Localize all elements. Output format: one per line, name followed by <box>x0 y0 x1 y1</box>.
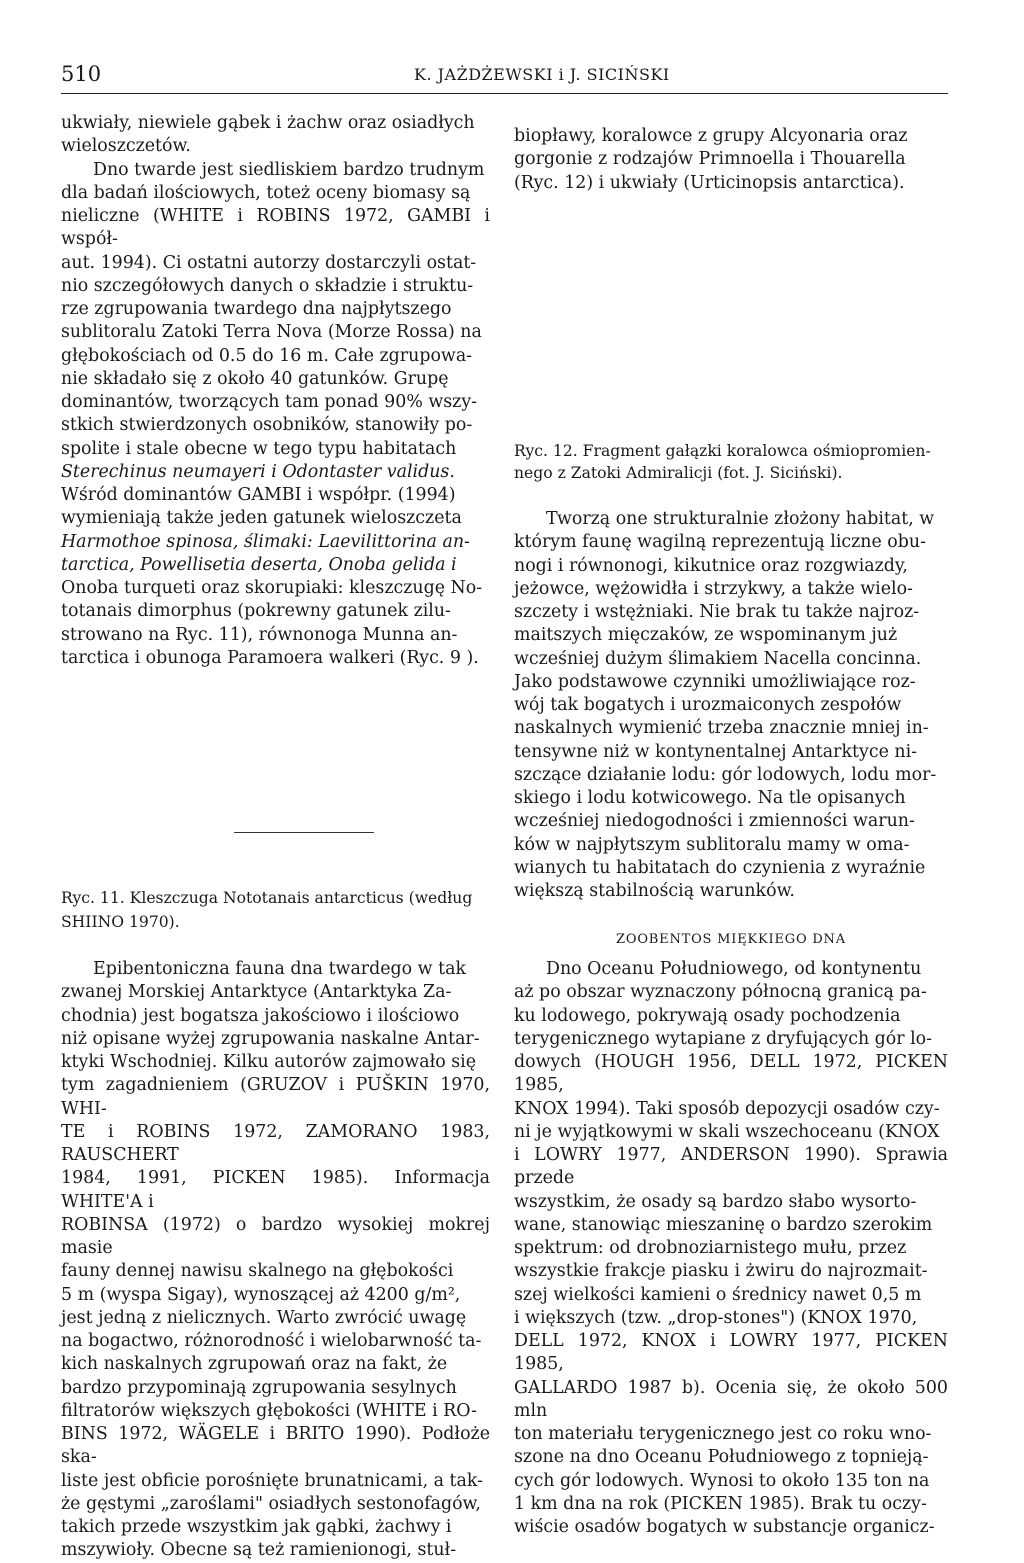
figure-12-image <box>514 200 948 432</box>
right-column-lower <box>514 958 948 1539</box>
paragraph: Tworzą one strukturalnie złożony habitat, w którym faunę wagilną reprezentują liczne obu- nogi i równonogi, kikutnice oraz rozgwiazdy, jeżowce, wężowidła i strzykwy, a także wielo- szczety i wstężniaki. Nie brak tu także najroz- maitszych mięczaków, ze wspominanym już wcześniej dużym ślimakiem Nacella concinna. Jako podstawowe czynniki umożliwiające roz- wój tak bogatych i urozmaiconych zespołów naskalnych wymienić trzeba znacznie mniej in- tensywne niż w kontynentalnej Antarktyce ni- szczące działanie lodu: gór lodowych, lodu mor- skiego i lodu kotwicowego. Na tle opisanych wcześniej niedogodności i zmienności warun- ków w najpłytszym sublitoralu mamy w oma- wianych tu habitatach do czynienia z wyraźnie większą stabilnością warunków. <box>514 509 937 901</box>
right-column-middle <box>514 508 948 903</box>
figure-11-image <box>61 672 490 852</box>
left-column <box>61 112 490 670</box>
running-header-authors: K. JAŻDŻEWSKI i J. SICIŃSKI <box>414 65 670 84</box>
paragraph: ukwiały, niewiele gąbek i żachw oraz osiadłych wieloszczetów. <box>61 113 475 157</box>
figure-12-caption: Ryc. 12. Fragment gałązki koralowca ośmiopromien- nego z Zatoki Admiralicji (fot. J. Siciński). <box>514 442 931 482</box>
figure-divider <box>234 832 374 833</box>
paragraph: Dno twarde jest siedliskiem bardzo trudnym dla badań ilościowych, toteż oceny biomasy są nieliczne (WHITE i ROBINS 1972, GAMBI i współ- aut. 1994). Ci ostatni autorzy dostarczyli ostat- nio szczegółowych danych o składzie i struktu- rze zgrupowania twardego dna najpłytszego sublitoralu Zatoki Terra Nova (Morze Rossa) na głębokościach od 0.5 do 16 m. Całe zgrupowa- nie składało się z około 40 gatunków. Grupę dominantów, tworzących tam ponad 90% wszy- stkich stwierdzonych osobników, stanowiły po- spolite i stale obecne w tego typu habitatach Sterechinus neumayeri i Odontaster validus. Wśród dominantów GAMBI i współpr. (1994) wymieniają także jeden gatunek wieloszczeta Harmothoe spinosa, ślimaki: Laevilittorina an- tarctica, Powellisetia deserta, Onoba gelida i Onoba turqueti oraz skorupiaki: kleszczugę No- totanais dimorphus (pokrewny gatunek zilu- strowano na Ryc. 11), równonoga Munna an- tarctica i obunoga Paramoera walkeri (Ryc. 9 ). <box>61 159 490 668</box>
paragraph: Dno Oceanu Południowego, od kontynentu aż po obszar wyznaczony północną granicą pa- ku lodowego, pokrywają osady pochodzenia terygenicznego wytapiane z dryfujących gór lo- dowych (HOUGH 1956, DELL 1972, PICKEN 1985, KNOX 1994). Taki sposób depozycji osadów czy- ni je wyjątkowymi w skali wszechoceanu (KNOX i LOWRY 1977, ANDERSON 1990). Sprawia przede wszystkim, że osady są bardzo słabo wysorto- wane, stanowiąc mieszaninę o bardzo szerokim spektrum: od drobnoziarnistego mułu, przez wszystkie frakcje piasku i żwiru do najrozmait- szej wielkości kamieni o średnicy nawet 0,5 m i większych (tzw. „drop-stones") (KNOX 1970, DELL 1972, KNOX i LOWRY 1977, PICKEN 1985, GALLARDO 1987 b). Ocenia się, że około 500 mln ton materiału terygenicznego jest co roku wno- szone na dno Oceanu Południowego z topnieją- cych gór lodowych. Wynosi to około 135 ton na 1 km dna na rok (PICKEN 1985). Brak tu oczy- wiście osadów bogatych w substancje organicz- <box>514 959 948 1537</box>
paragraph: Epibentoniczna fauna dna twardego w tak zwanej Morskiej Antarktyce (Antarktyka Za- chodnia) jest bogatsza jakościowo i ilościowo niż opisane wyżej zgrupowania naskalne Antar- ktyki Wschodniej. Kilku autorów zajmowało się tym zagadnieniem (GRUZOV i PUŠKIN 1970, WHI- TE i ROBINS 1972, ZAMORANO 1983, RAUSCHERT 1984, 1991, PICKEN 1985). Informacja WHITE'A i ROBINSA (1972) o bardzo wysokiej mokrej masie fauny dennej nawisu skalnego na głębokości 5 m (wyspa Sigay), wynoszącej aż 4200 g/m², jest jedną z nielicznych. Warto zwrócić uwagę na bogactwo, różnorodność i wielobarwność ta- kich naskalnych zgrupowań oraz na fakt, że bardzo przypominają zgrupowania sesylnych filtratorów większych głębokości (WHITE i RO- BINS 1972, WÄGELE i BRITO 1990). Podłoże ska- liste jest obficie porośnięte brunatnicami, a tak- że gęstymi „zaroślami" osiadłych sestonofagów, takich przede wszystkim jak gąbki, żachwy i mszywioły. Obecne są też ramienionogi, stuł- <box>61 959 490 1561</box>
figure-11-caption: Ryc. 11. Kleszczuga Nototanais antarcticus (według SHIINO 1970). <box>61 889 473 931</box>
section-heading: ZOOBENTOS MIĘKKIEGO DNA <box>616 932 846 947</box>
right-column-top <box>514 125 948 195</box>
page-number: 510 <box>61 62 102 86</box>
left-column-lower <box>61 958 490 1563</box>
paragraph: biopławy, koralowce z grupy Alcyonaria oraz gorgonie z rodzajów Primnoella i Thouarella (Ryc. 12) i ukwiały (Urticinopsis antarctica). <box>514 126 908 193</box>
header-rule <box>61 93 948 94</box>
